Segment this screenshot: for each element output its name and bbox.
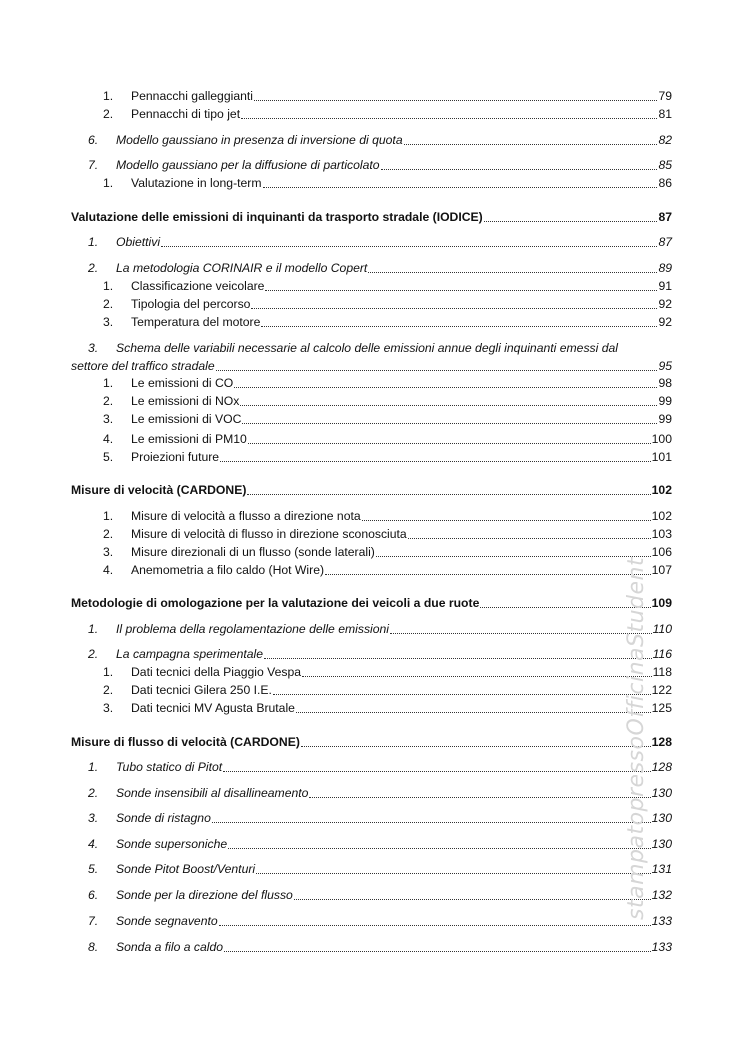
dot-leader xyxy=(248,442,651,444)
entry-title: Temperatura del motore xyxy=(131,315,261,329)
dot-leader xyxy=(264,657,652,659)
entry-page: 81 xyxy=(658,107,672,121)
entry-number: 3. xyxy=(88,341,99,355)
toc-entry-wrapped[interactable] xyxy=(88,341,618,356)
toc-entry[interactable] xyxy=(88,133,672,148)
entry-page: 130 xyxy=(651,786,672,800)
toc-entry[interactable] xyxy=(88,862,672,877)
chapter-page: 87 xyxy=(658,210,672,224)
entry-page: 98 xyxy=(658,376,672,390)
dot-leader xyxy=(256,872,651,874)
entry-page: 95 xyxy=(658,359,672,373)
entry-number: 2. xyxy=(88,261,99,275)
entry-title: Sonde supersoniche xyxy=(116,837,228,851)
toc-entry[interactable] xyxy=(103,89,672,104)
toc-chapter[interactable] xyxy=(71,596,672,611)
dot-leader xyxy=(404,143,658,145)
entry-page: 92 xyxy=(658,297,672,311)
dot-leader xyxy=(390,632,652,634)
entry-title: Pennacchi di tipo jet xyxy=(131,107,241,121)
entry-title: Misure direzionali di un flusso (sonde laterali) xyxy=(131,545,375,559)
dot-leader xyxy=(234,386,657,388)
dot-leader xyxy=(223,770,651,772)
entry-number: 4. xyxy=(88,837,99,851)
entry-number: 5. xyxy=(103,450,114,464)
entry-page: 87 xyxy=(658,235,672,249)
entry-page: 106 xyxy=(651,545,672,559)
entry-title: Sonde per la direzione del flusso xyxy=(116,888,293,902)
entry-page: 116 xyxy=(652,647,672,661)
dot-leader xyxy=(251,307,657,309)
entry-title: Misure di velocità di flusso in direzione sconosciuta xyxy=(131,527,407,541)
entry-number: 1. xyxy=(103,89,114,103)
entry-number: 1. xyxy=(103,279,114,293)
entry-title: settore del traffico stradale xyxy=(71,359,215,373)
entry-title: Pennacchi galleggianti xyxy=(131,89,253,103)
toc-entry[interactable] xyxy=(103,665,672,680)
entry-title: Le emissioni di PM10 xyxy=(131,432,247,446)
entry-number: 1. xyxy=(88,760,99,774)
entry-title: Dati tecnici MV Agusta Brutale xyxy=(131,701,295,715)
entry-title: Modello gaussiano in presenza di inversione di quota xyxy=(116,133,403,147)
entry-number: 3. xyxy=(103,315,114,329)
entry-page: 91 xyxy=(658,279,672,293)
toc-entry[interactable] xyxy=(103,376,672,391)
entry-page: 102 xyxy=(651,509,672,523)
entry-page: 92 xyxy=(658,315,672,329)
chapter-title: Misure di velocità (CARDONE) xyxy=(71,483,247,497)
dot-leader xyxy=(302,675,652,677)
dot-leader xyxy=(263,186,658,188)
entry-page: 122 xyxy=(651,683,672,697)
entry-title: La metodologia CORINAIR e il modello Copert xyxy=(116,261,368,275)
watermark-text: stampatopressoOfficinaStudent xyxy=(624,556,649,920)
entry-number: 4. xyxy=(103,432,114,446)
entry-page: 82 xyxy=(658,133,672,147)
entry-title: Tubo statico di Pitot xyxy=(116,760,223,774)
entry-page: 99 xyxy=(658,394,672,408)
toc-entry[interactable] xyxy=(88,940,672,955)
entry-title: Il problema della regolamentazione delle emissioni xyxy=(116,622,390,636)
entry-number: 1. xyxy=(103,665,114,679)
toc-entry[interactable] xyxy=(88,811,672,826)
toc-entry[interactable] xyxy=(88,158,672,173)
chapter-title: Misure di flusso di velocità (CARDONE) xyxy=(71,735,300,749)
toc-chapter[interactable] xyxy=(71,735,672,750)
chapter-page: 109 xyxy=(651,596,672,610)
entry-title: Le emissioni di NOx xyxy=(131,394,240,408)
toc-entry[interactable] xyxy=(88,261,672,276)
entry-title: Proiezioni future xyxy=(131,450,220,464)
entry-page: 132 xyxy=(651,888,672,902)
toc-entry[interactable] xyxy=(103,509,672,524)
entry-page: 100 xyxy=(651,432,672,446)
entry-title: Obiettivi xyxy=(116,235,161,249)
entry-number: 2. xyxy=(103,107,114,121)
dot-leader xyxy=(301,745,651,747)
dot-leader xyxy=(273,693,651,695)
entry-page: 85 xyxy=(658,158,672,172)
dot-leader xyxy=(240,404,657,406)
toc-entry[interactable] xyxy=(88,888,672,903)
entry-page: 130 xyxy=(651,837,672,851)
dot-leader xyxy=(261,325,657,327)
dot-leader xyxy=(484,220,658,222)
toc-entry[interactable] xyxy=(103,701,672,716)
entry-number: 1. xyxy=(88,235,99,249)
entry-number: 7. xyxy=(88,158,99,172)
toc-entry[interactable] xyxy=(88,837,672,852)
toc-entry[interactable] xyxy=(103,563,672,578)
entry-title: Sonda a filo a caldo xyxy=(116,940,224,954)
entry-page: 118 xyxy=(652,665,672,679)
entry-page: 110 xyxy=(652,622,672,636)
entry-title: Tipologia del percorso xyxy=(131,297,251,311)
entry-title: Misure di velocità a flusso a direzione nota xyxy=(131,509,361,523)
entry-number: 1. xyxy=(103,376,114,390)
toc-entry[interactable] xyxy=(103,527,672,542)
entry-page: 107 xyxy=(651,563,672,577)
chapter-title: Metodologie di omologazione per la valutazione dei veicoli a due ruote xyxy=(71,596,480,610)
toc-chapter[interactable] xyxy=(71,210,672,225)
dot-leader xyxy=(368,271,657,273)
entry-title: Le emissioni di VOC xyxy=(131,412,242,426)
entry-number: 2. xyxy=(88,786,99,800)
entry-page: 133 xyxy=(651,914,672,928)
chapter-page: 102 xyxy=(651,483,672,497)
entry-number: 8. xyxy=(88,940,99,954)
entry-title: Valutazione in long-term xyxy=(131,176,262,190)
dot-leader xyxy=(242,422,657,424)
entry-number: 5. xyxy=(88,862,99,876)
dot-leader xyxy=(247,493,650,495)
entry-number: 7. xyxy=(88,914,99,928)
entry-page: 99 xyxy=(658,412,672,426)
dot-leader xyxy=(325,573,651,575)
entry-title: Modello gaussiano per la diffusione di particolato xyxy=(116,158,380,172)
entry-number: 2. xyxy=(103,527,114,541)
entry-title: Sonde segnavento xyxy=(116,914,218,928)
toc-entry-continuation[interactable] xyxy=(71,359,672,374)
toc-entry[interactable] xyxy=(103,394,672,409)
dot-leader xyxy=(362,519,651,521)
chapter-title: Valutazione delle emissioni di inquinanti da trasporto stradale (IODICE) xyxy=(71,210,483,224)
entry-page: 133 xyxy=(651,940,672,954)
toc-entry[interactable] xyxy=(88,760,672,775)
dot-leader xyxy=(296,711,651,713)
toc-entry[interactable] xyxy=(103,176,672,191)
entry-title: Dati tecnici della Piaggio Vespa xyxy=(131,665,302,679)
toc-entry[interactable] xyxy=(103,412,672,427)
entry-page: 125 xyxy=(651,701,672,715)
entry-page: 130 xyxy=(651,811,672,825)
entry-title: Schema delle variabili necessarie al calcolo delle emissioni annue degli inquinanti emessi dal xyxy=(116,341,619,355)
entry-page: 79 xyxy=(658,89,672,103)
entry-title: Anemometria a filo caldo (Hot Wire) xyxy=(131,563,325,577)
toc-entry[interactable] xyxy=(103,107,672,122)
dot-leader xyxy=(224,950,651,952)
entry-number: 6. xyxy=(88,133,99,147)
entry-number: 6. xyxy=(88,888,99,902)
dot-leader xyxy=(228,847,651,849)
entry-number: 1. xyxy=(88,622,99,636)
watermark xyxy=(624,530,654,920)
entry-title: Classificazione veicolare xyxy=(131,279,265,293)
entry-title: La campagna sperimentale xyxy=(116,647,264,661)
toc-entry[interactable] xyxy=(103,545,672,560)
toc-entry[interactable] xyxy=(88,235,672,250)
dot-leader xyxy=(254,99,657,101)
toc-entry[interactable] xyxy=(103,683,672,698)
entry-title: Le emissioni di CO xyxy=(131,376,234,390)
entry-number: 2. xyxy=(103,683,114,697)
chapter-page: 128 xyxy=(651,735,672,749)
entry-page: 131 xyxy=(651,862,672,876)
dot-leader xyxy=(216,369,658,371)
toc-entry[interactable] xyxy=(88,786,672,801)
entry-number: 3. xyxy=(103,701,114,715)
toc-entry[interactable] xyxy=(103,279,672,294)
toc-entry[interactable] xyxy=(88,622,672,637)
toc-chapter[interactable] xyxy=(71,483,672,498)
entry-page: 103 xyxy=(651,527,672,541)
dot-leader xyxy=(161,245,657,247)
dot-leader xyxy=(309,796,650,798)
entry-title: Sonde insensibili al disallineamento xyxy=(116,786,309,800)
toc-entry[interactable] xyxy=(103,297,672,312)
dot-leader xyxy=(241,117,657,119)
entry-page: 128 xyxy=(651,760,672,774)
entry-number: 1. xyxy=(103,176,114,190)
entry-title: Sonde Pitot Boost/Venturi xyxy=(116,862,256,876)
entry-title: Dati tecnici Gilera 250 I.E. xyxy=(131,683,272,697)
dot-leader xyxy=(376,555,651,557)
entry-number: 1. xyxy=(103,509,114,523)
entry-page: 86 xyxy=(658,176,672,190)
toc-entry[interactable] xyxy=(103,315,672,330)
toc-entry[interactable] xyxy=(103,432,672,447)
dot-leader xyxy=(220,460,651,462)
toc-entry[interactable] xyxy=(88,647,672,662)
dot-leader xyxy=(212,821,651,823)
entry-page: 101 xyxy=(651,450,672,464)
dot-leader xyxy=(265,289,657,291)
entry-title: Sonde di ristagno xyxy=(116,811,211,825)
entry-number: 3. xyxy=(103,545,114,559)
entry-number: 3. xyxy=(103,412,114,426)
entry-number: 2. xyxy=(103,297,114,311)
toc-entry[interactable] xyxy=(103,450,672,465)
entry-number: 2. xyxy=(88,647,99,661)
entry-number: 2. xyxy=(103,394,114,408)
dot-leader xyxy=(408,537,651,539)
entry-number: 4. xyxy=(103,563,114,577)
entry-number: 3. xyxy=(88,811,99,825)
entry-page: 89 xyxy=(658,261,672,275)
dot-leader xyxy=(294,898,651,900)
toc-entry[interactable] xyxy=(88,914,672,929)
dot-leader xyxy=(219,924,651,926)
dot-leader xyxy=(381,168,658,170)
